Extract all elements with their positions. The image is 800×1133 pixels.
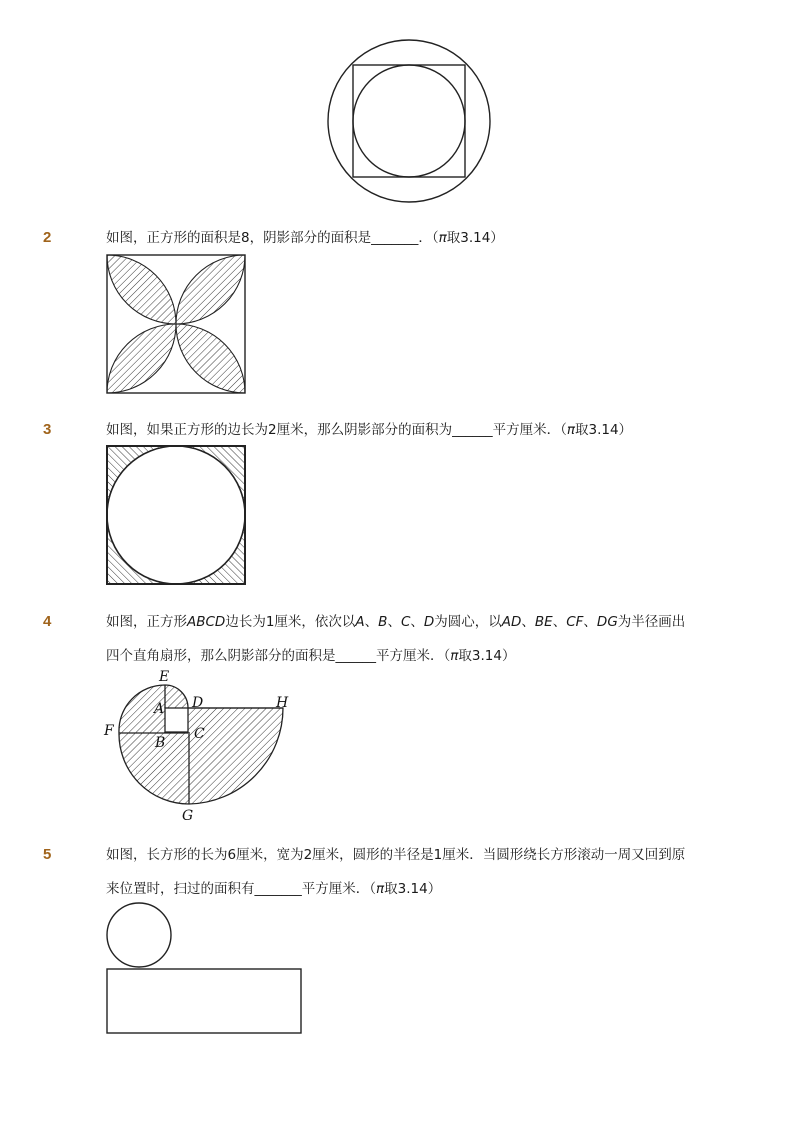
pi-symbol: π bbox=[376, 881, 385, 897]
text-segment: 边长为1厘米，依次以 bbox=[225, 614, 356, 630]
figure-circle-on-rectangle bbox=[104, 900, 304, 1036]
pi-symbol: π bbox=[438, 230, 447, 246]
figure-square-inscribed-circle bbox=[104, 443, 248, 587]
figure-circle-square-circle bbox=[320, 35, 500, 210]
label-a: A bbox=[154, 701, 165, 717]
segment-be: BE bbox=[534, 614, 553, 630]
point-c: C bbox=[400, 614, 411, 630]
label-c: C bbox=[194, 726, 205, 742]
point-b: B bbox=[378, 614, 388, 630]
answer-blank: _______ bbox=[371, 230, 419, 246]
label-g: G bbox=[182, 808, 194, 824]
text-segment: 取3.14） bbox=[384, 881, 442, 897]
separator: 、 bbox=[410, 614, 424, 630]
separator: 、 bbox=[583, 614, 597, 630]
separator: 、 bbox=[364, 614, 379, 630]
text-segment: 取3.14） bbox=[458, 648, 516, 664]
question-number: 5 bbox=[43, 846, 52, 863]
question-text-line1 bbox=[106, 605, 685, 639]
segment-cf: CF bbox=[566, 614, 584, 630]
text-segment: 如图，如果正方形的边长为2厘米，那么阴影部分的面积为 bbox=[106, 422, 453, 438]
label-f: F bbox=[104, 723, 114, 739]
text-segment: 平方厘米．（ bbox=[492, 422, 567, 438]
petal-top-right bbox=[176, 255, 245, 324]
question-number: 3 bbox=[43, 421, 52, 438]
separator: 、 bbox=[387, 614, 401, 630]
text-segment: 平方厘米．（ bbox=[301, 881, 376, 897]
label-d: D bbox=[192, 695, 204, 711]
question-text bbox=[106, 221, 504, 255]
separator: 、 bbox=[552, 614, 567, 630]
label-e: E bbox=[159, 669, 170, 685]
label-abcd: ABCD bbox=[187, 614, 226, 630]
question-text-line1 bbox=[106, 838, 685, 872]
question-number: 2 bbox=[43, 229, 52, 246]
pi-symbol: π bbox=[450, 648, 459, 664]
text-segment: 四个直角扇形，那么阴影部分的面积是 bbox=[106, 648, 336, 664]
segment-dg: DG bbox=[596, 614, 618, 630]
text-segment: 如图，长方形的长为6厘米，宽为2厘米，圆形的半径是1厘米．当圆形绕长方形滚动一周又回到原 bbox=[106, 847, 686, 863]
answer-blank: _______ bbox=[254, 881, 302, 897]
separator: 、 bbox=[521, 614, 535, 630]
text-segment: 如图，正方形的面积是8，阴影部分的面积是 bbox=[106, 230, 372, 246]
point-a: A bbox=[355, 614, 365, 630]
question-text bbox=[106, 413, 632, 447]
text-segment: 平方厘米．（ bbox=[376, 648, 451, 664]
label-h: H bbox=[276, 695, 289, 711]
pi-symbol: π bbox=[566, 422, 575, 438]
label-b: B bbox=[155, 735, 166, 751]
petal-top-left bbox=[107, 255, 176, 324]
text-segment: 来位置时，扫过的面积有 bbox=[106, 881, 255, 897]
question-number: 4 bbox=[43, 613, 52, 630]
square-abcd bbox=[165, 708, 188, 732]
text-segment: ．（ bbox=[418, 230, 439, 246]
petal-bottom-right bbox=[176, 324, 245, 393]
inscribed-circle bbox=[107, 446, 245, 584]
answer-blank: ______ bbox=[335, 648, 376, 664]
text-segment: 为圆心，以 bbox=[434, 614, 502, 630]
text-segment: 取3.14） bbox=[574, 422, 633, 438]
inner-circle bbox=[353, 65, 465, 177]
petal-bottom-left bbox=[107, 324, 176, 393]
point-d: D bbox=[423, 614, 435, 630]
text-segment: 取3.14） bbox=[446, 230, 504, 246]
rectangle bbox=[107, 969, 301, 1033]
segment-ad: AD bbox=[501, 614, 522, 630]
answer-blank: ______ bbox=[452, 422, 493, 438]
figure-spiral-sectors bbox=[98, 664, 298, 824]
rolling-circle bbox=[107, 903, 171, 967]
text-segment: 为半径画出 bbox=[617, 614, 686, 630]
text-segment: 如图，正方形 bbox=[106, 614, 187, 630]
figure-four-petals bbox=[104, 252, 248, 396]
